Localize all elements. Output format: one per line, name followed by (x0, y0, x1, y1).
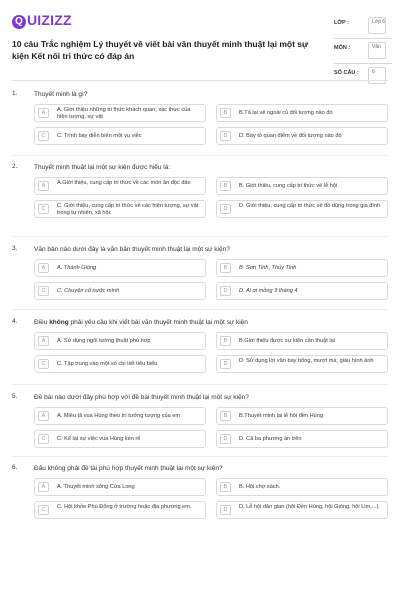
meta-class-label: LỚP : (334, 20, 349, 26)
worksheet-title: 10 câu Trắc nghiệm Lý thuyết về viết bài văn thuyết minh thuật lại một sự kiện Kết nối tri thức có đáp án (12, 39, 309, 61)
option-a[interactable] (34, 104, 206, 122)
option-text: A. Thánh Gióng (57, 265, 97, 271)
question-number: 2. (12, 163, 18, 170)
option-letter: B (220, 263, 231, 273)
question-number: 3. (12, 245, 18, 252)
question-text: Đề bài nào dưới đây phù hợp với đề bài thuyết minh thuật lại một sự kiện? (34, 394, 249, 401)
option-letter: B (220, 482, 231, 492)
option-text: A. Miêu tả vua Hùng theo trí tưởng tượng của em (57, 413, 181, 419)
option-letter: C (38, 131, 49, 141)
meta-subject-row (334, 39, 392, 64)
option-letter: A (38, 108, 49, 118)
logo-mark: Q (12, 15, 26, 29)
option-letter: C (38, 286, 49, 296)
option-letter: B (220, 411, 231, 421)
option-letter: D (220, 286, 231, 296)
quizizz-logo (12, 12, 72, 29)
option-letter: C (38, 359, 49, 369)
option-c[interactable] (34, 355, 206, 373)
option-c[interactable] (34, 200, 206, 218)
option-a[interactable] (34, 259, 206, 277)
option-c[interactable] (34, 501, 206, 519)
question-divider (12, 384, 388, 385)
option-letter: D (220, 505, 231, 515)
worksheet-meta (334, 14, 392, 88)
option-letter: D (220, 131, 231, 141)
option-d[interactable] (216, 355, 388, 373)
question-text: Thuyết minh là gì? (34, 91, 88, 98)
option-text: C. Giới thiệu, cung cấp tri thức về các hiện tượng, sự vật trong tự nhiên, xã hội. (57, 203, 199, 216)
option-a[interactable] (34, 478, 206, 496)
option-text: C. Chuyện cổ nước mình (57, 288, 120, 294)
option-text: B. Sơn Tinh, Thủy Tinh (239, 265, 297, 271)
option-b[interactable] (216, 407, 388, 425)
question-text: Đâu không phải đề tài phù hợp thuyết minh thuật lại một sự kiện? (34, 465, 223, 472)
option-text: A. Giới thiệu những tri thức khách quan, xác thực của hiện tượng, sự vật (57, 107, 191, 120)
logo-text: UIZIZZ (27, 12, 72, 28)
option-text: D. Bày tỏ quan điểm về đối tượng nào đó (239, 133, 342, 139)
option-letter: A (38, 482, 49, 492)
meta-subject-value: Văn (368, 42, 386, 59)
header-divider (12, 80, 388, 81)
option-letter: C (38, 204, 49, 214)
option-b[interactable] (216, 259, 388, 277)
option-letter: C (38, 505, 49, 515)
option-text: D. Giới thiệu, cung cấp tri thức về đồ dùng trong gia đình (239, 203, 381, 209)
question-text-pre: Điều (34, 319, 50, 326)
question-number: 6. (12, 464, 18, 471)
question-text (34, 318, 374, 327)
option-text: D. Cả ba phương án trên (239, 436, 302, 442)
option-text: A. Thuyết minh sông Cửa Long (57, 484, 135, 490)
question-divider (12, 155, 388, 156)
option-d[interactable] (216, 127, 388, 145)
option-letter: D (220, 359, 231, 369)
option-text: D. Ai ơi mồng 9 tháng 4 (239, 288, 298, 294)
question-number: 1. (12, 90, 18, 97)
option-b[interactable] (216, 177, 388, 195)
question-divider (12, 236, 388, 237)
option-b[interactable] (216, 332, 388, 350)
option-text: C. Tập trung vào một số chi tiết tiêu biểu (57, 361, 158, 367)
option-d[interactable] (216, 200, 388, 218)
option-b[interactable] (216, 104, 388, 122)
option-letter: D (220, 434, 231, 444)
option-b[interactable] (216, 478, 388, 496)
option-a[interactable] (34, 407, 206, 425)
option-letter: B (220, 336, 231, 346)
option-text: D. Sử dụng lời văn bay bổng, mượt mà, giàu hình ảnh (239, 358, 374, 364)
meta-subject-label: MÔN : (334, 45, 351, 51)
option-letter: C (38, 434, 49, 444)
option-c[interactable] (34, 127, 206, 145)
option-text: C. Hội khỏe Phù Đổng ở trường hoặc địa phương em. (57, 504, 192, 510)
option-text: A.Giới thiệu, cung cấp tri thức về các món ăn độc đáo (57, 180, 191, 186)
option-text: B. Giới thiệu, cung cấp tri thức về lễ hội (239, 183, 338, 189)
question-text-post: phải yêu cầu khi viết bài văn thuyết minh thuật lại một sự kiện (68, 319, 248, 326)
option-text: C. Trình bày diễn biến một vụ việc (57, 133, 142, 139)
option-text: A. Sử dụng ngôi tường thuật phù hợp (57, 338, 151, 344)
option-d[interactable] (216, 430, 388, 448)
option-text: B.Tả lại vẻ ngoài củ đối tượng nào đó (239, 110, 333, 116)
meta-count-label: SỐ CÂU : (334, 70, 359, 76)
option-c[interactable] (34, 282, 206, 300)
option-letter: A (38, 411, 49, 421)
option-letter: A (38, 181, 49, 191)
worksheet-header (12, 12, 388, 76)
option-letter: B (220, 181, 231, 191)
question-divider (12, 309, 388, 310)
question-text-emphasis: không (49, 319, 69, 326)
option-a[interactable] (34, 177, 206, 195)
option-text: D. Lễ hội dân gian (hội Đền Hùng, hội Gióng, hội Lim,...). (239, 504, 380, 510)
option-letter: B (220, 108, 231, 118)
option-text: C. Kể lại sự việc vua Hùng kén rể (57, 436, 141, 442)
option-d[interactable] (216, 501, 388, 519)
option-letter: A (38, 263, 49, 273)
meta-class-row (334, 14, 392, 39)
question-number: 5. (12, 393, 18, 400)
option-letter: D (220, 204, 231, 214)
question-divider (12, 456, 388, 457)
meta-class-value: Lớp 6 (368, 17, 386, 34)
option-a[interactable] (34, 332, 206, 350)
question-text: Văn bản nào dưới đây là văn bản thuyết minh thuật lại một sự kiện? (34, 246, 230, 253)
option-d[interactable] (216, 282, 388, 300)
meta-count-row (334, 64, 392, 88)
option-c[interactable] (34, 430, 206, 448)
question-text: Thuyết minh thuật lại một sự kiện được hiểu là: (34, 164, 171, 171)
meta-count-value: 6 (368, 67, 386, 84)
option-text: B.Giới thiệu được sự kiện cần thuật lại (239, 338, 335, 344)
option-text: B.Thuyết minh lại lễ hội đền Hùng (239, 413, 323, 419)
option-text: B. Hội chợ sách. (239, 484, 281, 490)
question-number: 4. (12, 318, 18, 325)
option-letter: A (38, 336, 49, 346)
